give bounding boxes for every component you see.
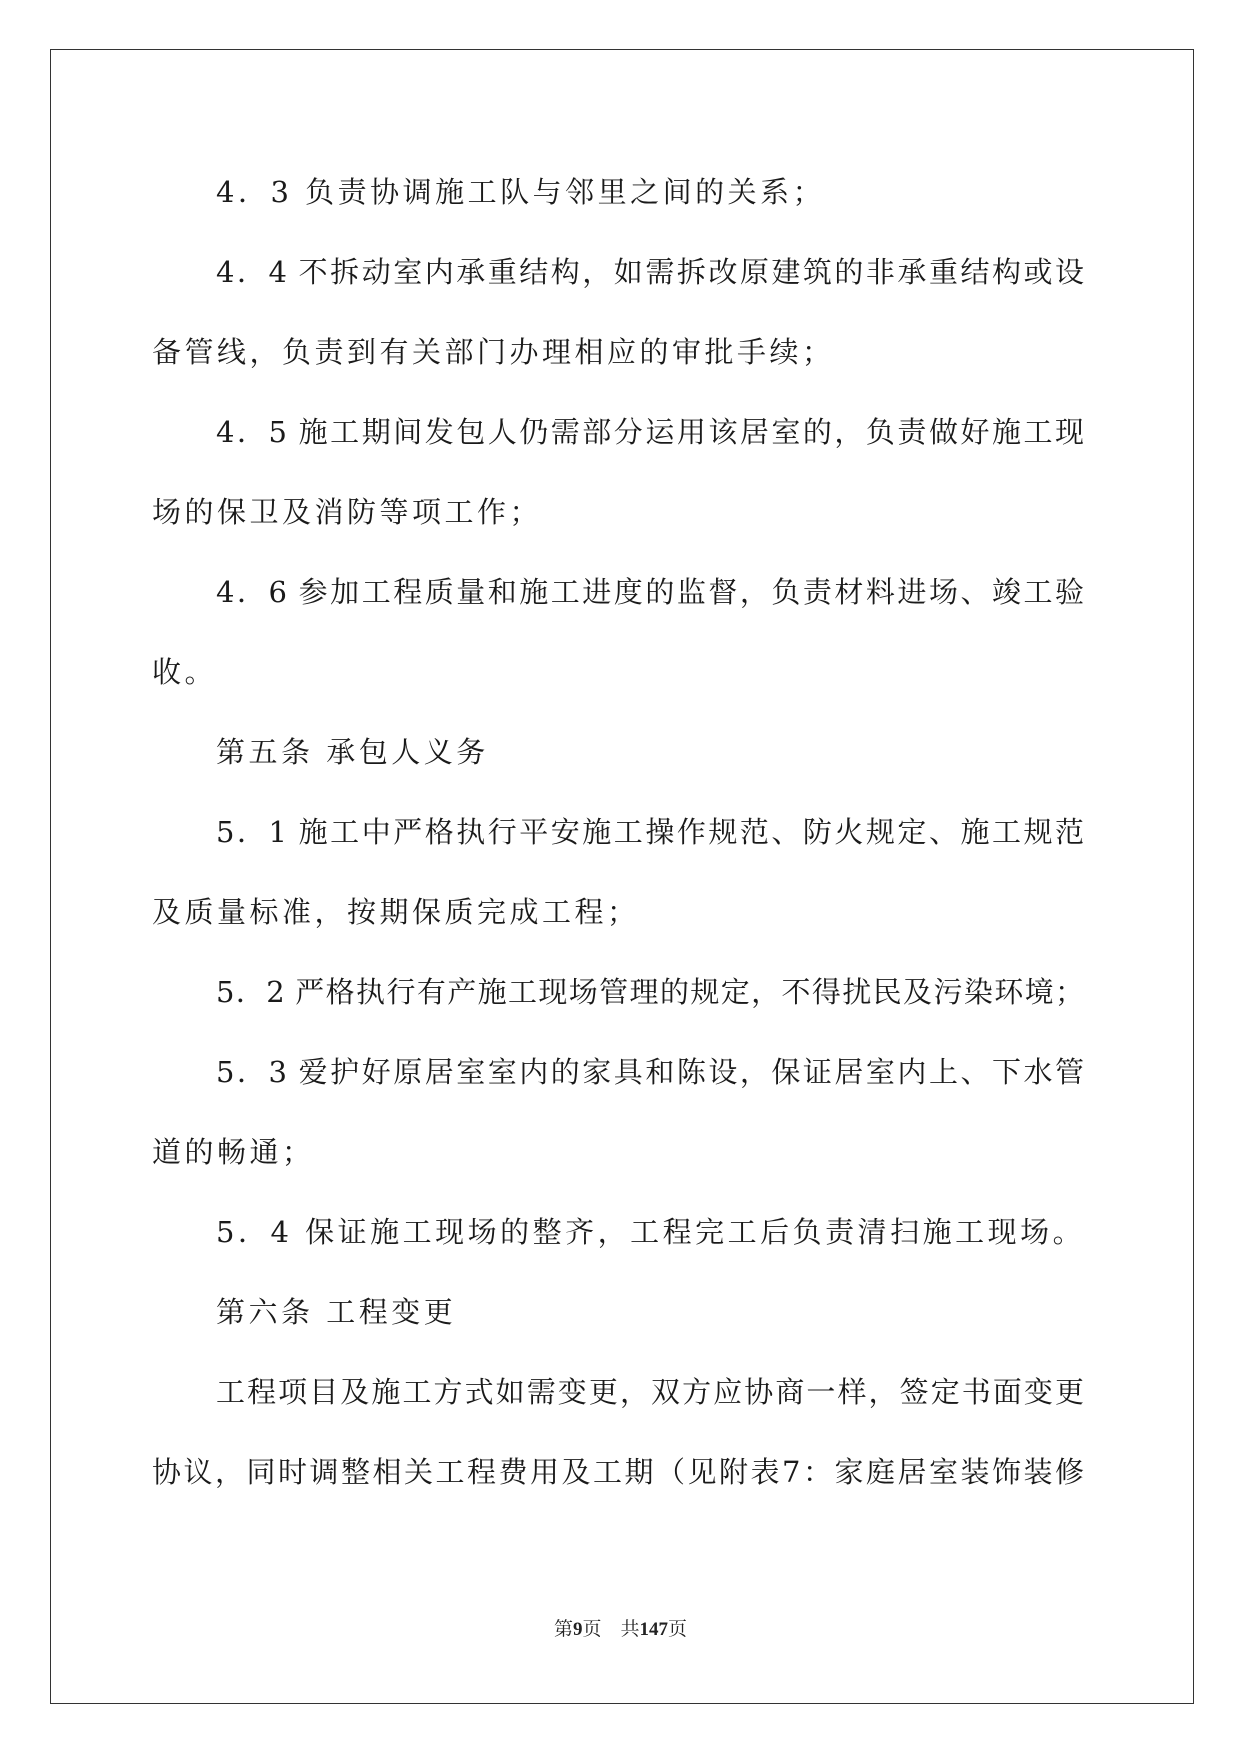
clause-5-3-cont: 道的畅通； bbox=[152, 1135, 315, 1169]
clause-5-3: 5．3 爱护好原居室室内的家具和陈设，保证居室内上、下水管 bbox=[216, 1055, 1084, 1089]
clause-5-4: 5．4 保证施工现场的整齐，工程完工后负责清扫施工现场。 bbox=[216, 1215, 1086, 1249]
clause-5-1-cont: 及质量标准，按期保质完成工程； bbox=[152, 895, 640, 929]
page-footer bbox=[0, 1616, 1241, 1644]
footer-suffix: 页 bbox=[668, 1619, 688, 1640]
footer-middle: 页 共 bbox=[582, 1619, 640, 1640]
clause-4-4-cont: 备管线，负责到有关部门办理相应的审批手续； bbox=[152, 335, 835, 369]
article-6-body-cont: 协议，同时调整相关工程费用及工期（见附表7：家庭居室装饰装修 bbox=[152, 1455, 1084, 1489]
clause-4-5-cont: 场的保卫及消防等项工作； bbox=[152, 495, 543, 529]
current-page-number: 9 bbox=[572, 1619, 583, 1640]
article-6-heading: 第六条 工程变更 bbox=[216, 1295, 457, 1329]
clause-4-5: 4．5 施工期间发包人仍需部分运用该居室的，负责做好施工现 bbox=[216, 415, 1084, 449]
clause-4-6-cont: 收。 bbox=[152, 655, 218, 689]
total-page-count: 147 bbox=[639, 1619, 668, 1640]
clause-5-2: 5．2 严格执行有产施工现场管理的规定，不得扰民及污染环境； bbox=[216, 975, 1084, 1009]
clause-4-3: 4．3 负责协调施工队与邻里之间的关系； bbox=[216, 175, 826, 209]
article-5-heading: 第五条 承包人义务 bbox=[216, 735, 489, 769]
clause-5-1: 5．1 施工中严格执行平安施工操作规范、防火规定、施工规范 bbox=[216, 815, 1084, 849]
clause-4-4: 4．4 不拆动室内承重结构，如需拆改原建筑的非承重结构或设 bbox=[216, 255, 1084, 289]
footer-prefix: 第 bbox=[553, 1619, 573, 1640]
clause-4-6: 4．6 参加工程质量和施工进度的监督，负责材料进场、竣工验 bbox=[216, 575, 1084, 609]
article-6-body: 工程项目及施工方式如需变更，双方应协商一样，签定书面变更 bbox=[216, 1375, 1084, 1409]
